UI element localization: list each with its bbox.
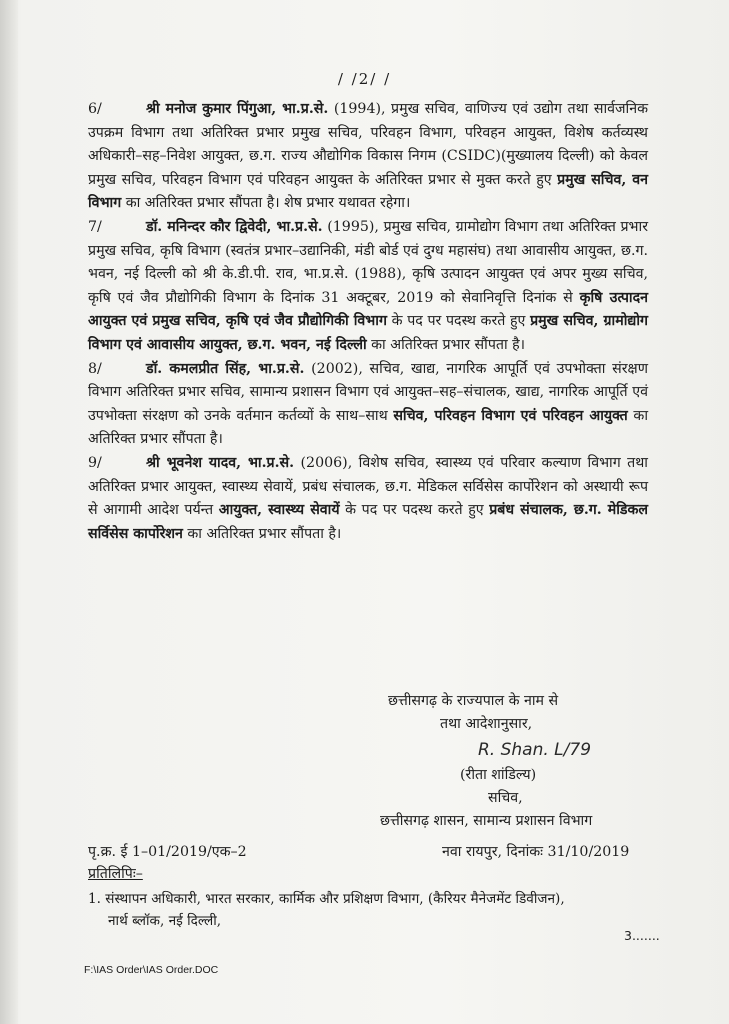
paragraph-6: 6/ श्री मनोज कुमार पिंगुआ, भा.प्र.से. (1994), प्रमुख सचिव, वाणिज्य एवं उद्योग तथा सार्वजनिक उपक्रम विभाग तथा अतिरिक्त प्रभार प्रमुख सचिव, परिवहन विभाग, परिवहन आयुक्त, विशेष कर्तव्यस्थ अधिकारी–सह–निवेश आयुक्त, छ.ग. राज्य औद्योगिक विकास निगम (CSIDC)(मुख्यालय दिल्ली) को केवल प्रमुख सचिव, परिवहन विभाग एवं परिवहन आयुक्त के अतिरिक्त प्रभार से मुक्त करते हुए प्रमुख सचिव, वन विभाग का अतिरिक्त प्रभार सौंपता है। शेष प्रभार यथावत रहेगा। (88, 98, 648, 216)
copy-heading: प्रतिलिपिः– (88, 866, 143, 882)
signatory-office: छत्तीसगढ़ शासन, सामान्य प्रशासन विभाग (380, 813, 593, 829)
signatory-designation: सचिव, (488, 790, 523, 806)
paragraph-number: 8/ (88, 360, 102, 377)
paragraph-8: 8/ डॉ. कमलप्रीत सिंह, भा.प्र.से. (2002), सचिव, खाद्य, नागरिक आपूर्ति एवं उपभोक्ता संरक्षण विभाग अतिरिक्त प्रभार सचिव, सामान्य प्रशासन विभाग एवं आयुक्त–सह–संचालक, खाद्य, नागरिक आपूर्ति एवं उपभोक्ता संरक्षण को उनके वर्तमान कर्तव्यों के साथ–साथ सचिव, परिवहन विभाग एवं परिवहन आयुक्त का अतिरिक्त प्रभार सौंपता है। (88, 358, 648, 452)
officer-name: श्री मनोज कुमार पिंगुआ, भा.प्र.से. (146, 101, 329, 117)
officer-name: डॉ. मनिन्दर कौर द्विवेदी, भा.प्र.से. (146, 218, 323, 235)
paragraph-number: 9/ (88, 454, 102, 471)
handwritten-signature: R. Shan. L/79 (478, 740, 592, 760)
authority-line-2: तथा आदेशानुसार, (440, 716, 533, 732)
page-number: / /2/ / (337, 70, 392, 88)
place-date: नवा रायपुर, दिनांकः 31/10/2019 (442, 844, 630, 860)
copy-item-1: 1. संस्थापन अधिकारी, भारत सरकार, कार्मिक और प्रशिक्षण विभाग, (कैरियर मैनेजमेंट डिवीजन), नार्थ ब्लॉक, नई दिल्ली, (88, 891, 565, 929)
file-path-footer: F:\IAS Order\IAS Order.DOC (84, 964, 219, 976)
officer-name: श्री भूवनेश यादव, भा.प्र.से. (146, 454, 295, 471)
paragraph-7: 7/ डॉ. मनिन्दर कौर द्विवेदी, भा.प्र.से. (1995), प्रमुख सचिव, ग्रामोद्योग विभाग तथा अतिरिक्त प्रभार प्रमुख सचिव, कृषि विभाग (स्वतंत्र प्रभार–उद्यानिकी, मंडी बोर्ड एवं दुग्ध महासंघ) तथा आवासीय आयुक्त, छ.ग. भवन, नई दिल्ली को श्री के.डी.पी. राव, भा.प्र.से. (1988), कृषि उत्पादन आयुक्त एवं अपर मुख्य सचिव, कृषि एवं जैव प्रौद्योगिकी विभाग के दिनांक 31 अक्टूबर, 2019 को सेवानिवृत्ति दिनांक से कृषि उत्पादन आयुक्त एवं प्रमुख सचिव, कृषि एवं जैव प्रौद्योगिकी विभाग के पद पर पदस्थ करते हुए प्रमुख सचिव, ग्रामोद्योग विभाग एवं आवासीय आयुक्त, छ.ग. भवन, नई दिल्ली का अतिरिक्त प्रभार सौंपता है। (88, 216, 648, 358)
signatory-name: (रीता शांडिल्य) (460, 767, 537, 783)
page-fold-shadow (0, 0, 18, 1024)
order-body (88, 98, 648, 546)
reference-number: पृ.क्र. ई 1–01/2019/एक–2 (88, 844, 247, 860)
paragraph-number: 7/ (88, 218, 102, 235)
paragraph-number: 6/ (88, 101, 102, 117)
authority-line-1: छत्तीसगढ़ के राज्यपाल के नाम से (388, 693, 559, 709)
paragraph-9: 9/ श्री भूवनेश यादव, भा.प्र.से. (2006), विशेष सचिव, स्वास्थ्य एवं परिवार कल्याण विभाग तथा अतिरिक्त प्रभार आयुक्त, स्वास्थ्य सेवायें, प्रबंध संचालक, छ.ग. मेडिकल सर्विसेस कार्पोरेशन को अस्थायी रूप से आगामी आदेश पर्यन्त आयुक्त, स्वास्थ्य सेवायें के पद पर पदस्थ करते हुए प्रबंध संचालक, छ.ग. मेडिकल सर्विसेस कार्पोरेशन का अतिरिक्त प्रभार सौंपता है। (88, 452, 648, 546)
officer-name: डॉ. कमलप्रीत सिंह, भा.प्र.से. (146, 360, 305, 377)
continuation-marker: 3....... (624, 928, 660, 943)
signature-block (380, 690, 640, 833)
